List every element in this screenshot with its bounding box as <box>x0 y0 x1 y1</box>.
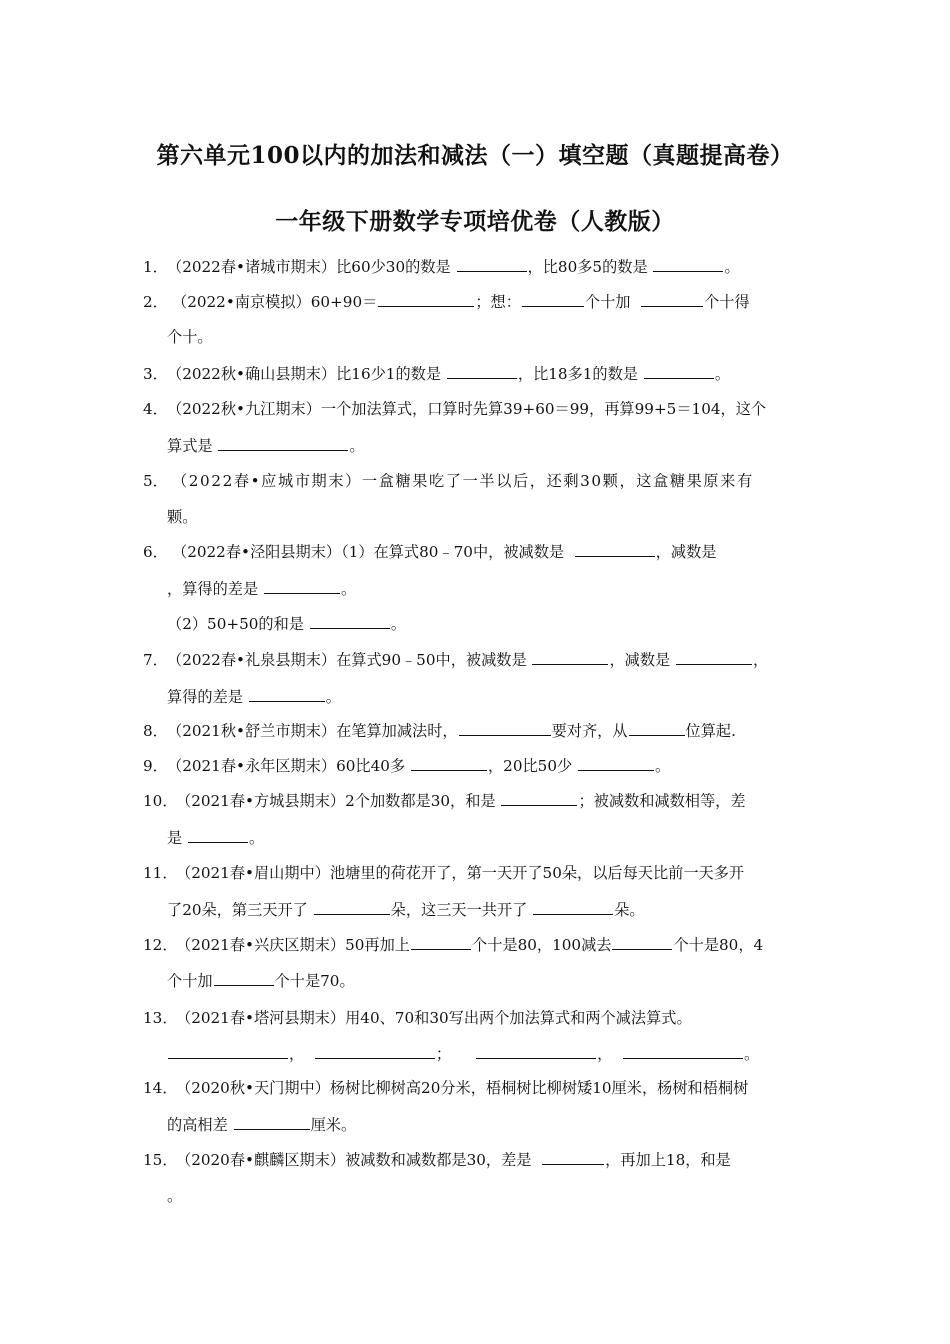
question-number: 1． <box>143 258 168 276</box>
question-text: 个十是70。 <box>274 972 355 990</box>
question-number: 11． <box>143 864 178 882</box>
answer-blank[interactable] <box>501 791 577 806</box>
answer-blank[interactable] <box>457 257 527 272</box>
answer-blank[interactable] <box>310 614 390 629</box>
question-number: 3． <box>143 365 168 383</box>
question-number: 6． <box>143 543 168 561</box>
question-text: ，再加上18，和是 <box>605 1151 731 1169</box>
question-number: 14． <box>143 1079 178 1097</box>
answer-blank[interactable] <box>676 650 752 665</box>
question-text: ； <box>435 1045 452 1063</box>
answer-blank[interactable] <box>533 900 613 915</box>
question-text: ；想： <box>475 293 521 311</box>
question-text: 。 <box>390 615 406 633</box>
question-number: 5． <box>143 472 168 490</box>
question-7-line2 <box>167 687 341 707</box>
question-text: 。 <box>655 757 671 775</box>
question-text: ，比18多1的数是 <box>517 365 638 383</box>
question-15-line2: 。 <box>167 1187 183 1205</box>
question-6-line3 <box>167 614 406 634</box>
question-text: 个十是80，100减去 <box>472 936 612 954</box>
answer-blank[interactable] <box>264 579 340 594</box>
question-14-line2 <box>167 1115 356 1135</box>
answer-blank[interactable] <box>411 756 487 771</box>
answer-blank[interactable] <box>188 828 248 843</box>
question-number: 8． <box>143 722 168 740</box>
page-title: 第六单元100以内的加法和减法（一）填空题（真题提高卷） <box>156 142 794 169</box>
question-text: 要对齐，从 <box>551 722 628 740</box>
question-number: 13． <box>143 1009 178 1027</box>
answer-blank[interactable] <box>315 1044 435 1059</box>
question-text: （2021春•方城县期末）2个加数都是30，和是 <box>176 792 496 810</box>
question-text: 个十加 <box>584 293 631 311</box>
question-6-line2 <box>167 579 356 599</box>
question-text: 。 <box>325 688 341 706</box>
question-text: 个十是80，4 <box>673 936 764 954</box>
answer-blank[interactable] <box>378 292 474 307</box>
question-text: （2022春•应城市期末）一盒糖果吃了一半以后，还剩30颗，这盒糖果原来有 <box>172 472 754 490</box>
question-text: （2021春•塔河县期末）用40、70和30写出两个加法算式和两个减法算式。 <box>176 1009 692 1027</box>
question-number: 4． <box>143 400 168 418</box>
question-text: ， <box>597 1045 613 1063</box>
question-text: 是 <box>167 829 183 847</box>
question-number: 12． <box>143 936 178 954</box>
question-text: （2022•南京模拟）60+90＝ <box>172 293 378 311</box>
answer-blank[interactable] <box>249 687 325 702</box>
answer-blank[interactable] <box>578 756 654 771</box>
question-12-line2 <box>167 971 355 991</box>
answer-blank[interactable] <box>314 900 390 915</box>
question-text: （2022春•礼泉县期末）在算式90﹣50中，被减数是 <box>167 651 527 669</box>
question-text: （2021春•眉山期中）池塘里的荷花开了，第一天开了50朵，以后每天比前一天多开 <box>176 864 745 882</box>
question-text: ，比80多5的数是 <box>527 258 648 276</box>
answer-blank[interactable] <box>542 1150 604 1165</box>
question-text: 。 <box>349 437 365 455</box>
answer-blank[interactable] <box>522 292 584 307</box>
question-text: 算得的差是 <box>167 688 243 706</box>
question-number: 2． <box>143 293 168 311</box>
question-text: （2020春•麒麟区期末）被减数和减数都是30，差是 <box>176 1151 532 1169</box>
answer-blank[interactable] <box>644 364 714 379</box>
question-number: 9． <box>143 757 168 775</box>
question-text: 算式是 <box>167 437 213 455</box>
answer-blank[interactable] <box>234 1115 310 1130</box>
question-text: （2）50+50的和是 <box>167 615 304 633</box>
answer-blank[interactable] <box>641 292 703 307</box>
question-text: ， <box>289 1045 305 1063</box>
answer-blank[interactable] <box>411 935 471 950</box>
answer-blank[interactable] <box>623 1044 743 1059</box>
question-text: 朵。 <box>614 901 645 919</box>
question-text: 。 <box>724 258 740 276</box>
question-10-line2 <box>167 828 264 848</box>
question-text: ；被减数和减数相等，差 <box>578 792 746 810</box>
answer-blank[interactable] <box>447 364 517 379</box>
question-text: （2021春•永年区期末）60比40多 <box>167 757 406 775</box>
question-text: （2022秋•九江期末）一个加法算式，口算时先算39+60＝99，再算99+5＝104，这个 <box>167 400 767 418</box>
answer-blank[interactable] <box>575 542 655 557</box>
page-subtitle: 一年级下册数学专项培优卷（人教版） <box>275 208 675 235</box>
question-11-line2 <box>167 900 645 920</box>
question-text: 的高相差 <box>167 1116 228 1134</box>
question-text: （2022春•诸城市期末）比60少30的数是 <box>167 258 451 276</box>
answer-blank[interactable] <box>532 650 608 665</box>
answer-blank[interactable] <box>612 935 672 950</box>
question-text: 个十得 <box>704 293 750 311</box>
question-text: 位算起. <box>685 722 736 740</box>
question-number: 10． <box>143 792 178 810</box>
question-text: （2021秋•舒兰市期末）在笔算加减法时， <box>167 722 458 740</box>
answer-blank[interactable] <box>218 436 348 451</box>
question-text: 了20朵，第三天开了 <box>167 901 308 919</box>
question-text: 。 <box>744 1045 760 1063</box>
answer-blank[interactable] <box>653 257 723 272</box>
answer-blank[interactable] <box>459 721 551 736</box>
question-text: （2020秋•天门期中）杨树比柳树高20分米，梧桐树比柳树矮10厘米，杨树和梧桐树 <box>176 1079 749 1097</box>
question-13-line2 <box>167 1044 759 1064</box>
question-text: 。 <box>249 829 265 847</box>
question-text: （2022春•泾阳县期末）（1）在算式80﹣70中，被减数是 <box>172 543 565 561</box>
answer-blank[interactable] <box>168 1044 288 1059</box>
question-number: 15． <box>143 1151 178 1169</box>
question-5-line2: 颗。 <box>167 508 198 526</box>
question-text: （2022秋•确山县期末）比16少1的数是 <box>167 365 442 383</box>
answer-blank[interactable] <box>629 721 685 736</box>
answer-blank[interactable] <box>214 971 274 986</box>
question-4-line2 <box>167 436 365 456</box>
question-2-line2: 个十。 <box>167 328 213 346</box>
question-text: 个十加 <box>167 972 213 990</box>
question-text: ，减数是 <box>655 543 717 561</box>
question-text: ，20比50少 <box>487 757 573 775</box>
question-text: 。 <box>340 580 357 598</box>
question-text: 朵，这三天一共开了 <box>390 901 528 919</box>
question-text: （2021春•兴庆区期末）50再加上 <box>176 936 410 954</box>
question-number: 7． <box>143 651 168 669</box>
question-text: 。 <box>714 365 731 383</box>
question-text: 厘米。 <box>310 1116 357 1134</box>
question-text: ， <box>753 651 769 669</box>
question-text: ，减数是 <box>609 651 671 669</box>
answer-blank[interactable] <box>476 1044 596 1059</box>
question-text: ，算得的差是 <box>167 580 259 598</box>
